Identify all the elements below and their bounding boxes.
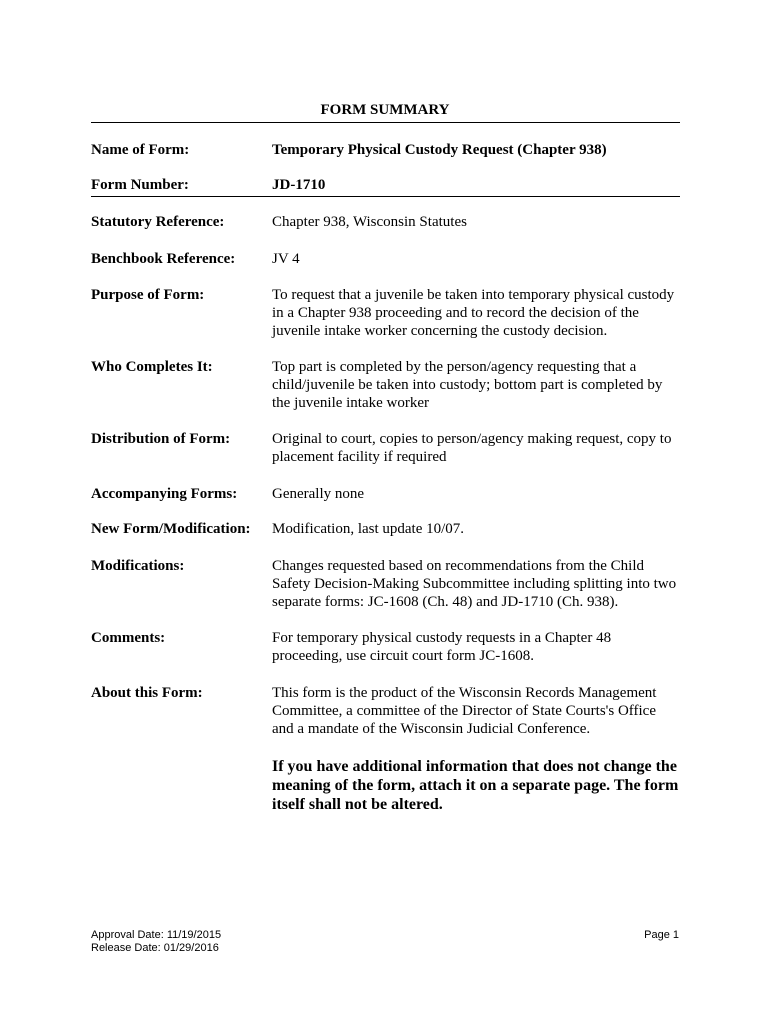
form-name-row: [91, 141, 680, 159]
statutory-value: Chapter 938, Wisconsin Statutes: [272, 214, 467, 230]
modifications-value: Changes requested based on recommendations from the Child Safety Decision-Making Subcommittee including splitting into two separate forms: JC-1608 (Ch. 48) and JD-1710 (Ch. 938).: [272, 558, 677, 610]
who-completes-row: [91, 358, 680, 412]
who-completes-value: Top part is completed by the person/agency requesting that a child/juvenile be taken into custody; bottom part is completed by the juvenile intake worker: [272, 359, 663, 411]
form-number-row: [91, 176, 680, 194]
comments-value: For temporary physical custody requests in a Chapter 48 proceeding, use circuit court form JC-1608.: [272, 630, 612, 664]
release-date: Release Date: 01/29/2016: [91, 942, 219, 954]
accompanying-value: Generally none: [272, 486, 365, 502]
top-divider: [91, 122, 680, 123]
accompanying-label: Accompanying Forms:: [91, 486, 238, 502]
purpose-label: Purpose of Form:: [91, 287, 205, 303]
about-row: [91, 684, 680, 738]
modifications-label: Modifications:: [91, 558, 185, 574]
distribution-row: [91, 430, 680, 466]
form-name-label: Name of Form:: [91, 142, 190, 158]
comments-row: [91, 629, 680, 665]
benchbook-row: [91, 250, 680, 268]
new-modification-value: Modification, last update 10/07.: [272, 521, 465, 537]
purpose-row: [91, 286, 680, 340]
form-name-value: Temporary Physical Custody Request (Chapter 938): [272, 142, 607, 158]
page-title: FORM SUMMARY: [320, 102, 450, 118]
form-number-value: JD-1710: [272, 177, 326, 193]
page-number: Page 1: [644, 929, 679, 941]
accompanying-row: [91, 485, 680, 503]
who-completes-label: Who Completes It:: [91, 359, 213, 375]
benchbook-value: JV 4: [272, 251, 300, 267]
header-divider: [91, 196, 680, 197]
distribution-value: Original to court, copies to person/agency making request, copy to placement facility if required: [272, 431, 672, 465]
about-label: About this Form:: [91, 685, 203, 701]
footer-dates: [91, 929, 221, 955]
approval-date: Approval Date: 11/19/2015: [91, 929, 222, 941]
purpose-value: To request that a juvenile be taken into temporary physical custody in a Chapter 938 proceeding and to record the decision of the juvenile intake worker concerning the custody decision.: [272, 287, 675, 339]
statutory-row: [91, 213, 680, 231]
new-modification-row: [91, 520, 680, 538]
new-modification-label: New Form/Modification:: [91, 521, 251, 537]
about-value: This form is the product of the Wisconsin Records Management Committee, a committee of the Director of State Courts's Office and a mandate of the Wisconsin Judicial Conference.: [272, 685, 657, 737]
comments-label: Comments:: [91, 630, 166, 646]
statutory-label: Statutory Reference:: [91, 214, 225, 230]
modifications-row: [91, 557, 680, 611]
alteration-notice: If you have additional information that does not change the meaning of the form, attach it on a separate page. The form itself shall not be altered.: [272, 758, 679, 813]
benchbook-label: Benchbook Reference:: [91, 251, 236, 267]
distribution-label: Distribution of Form:: [91, 431, 231, 447]
form-number-label: Form Number:: [91, 177, 189, 193]
